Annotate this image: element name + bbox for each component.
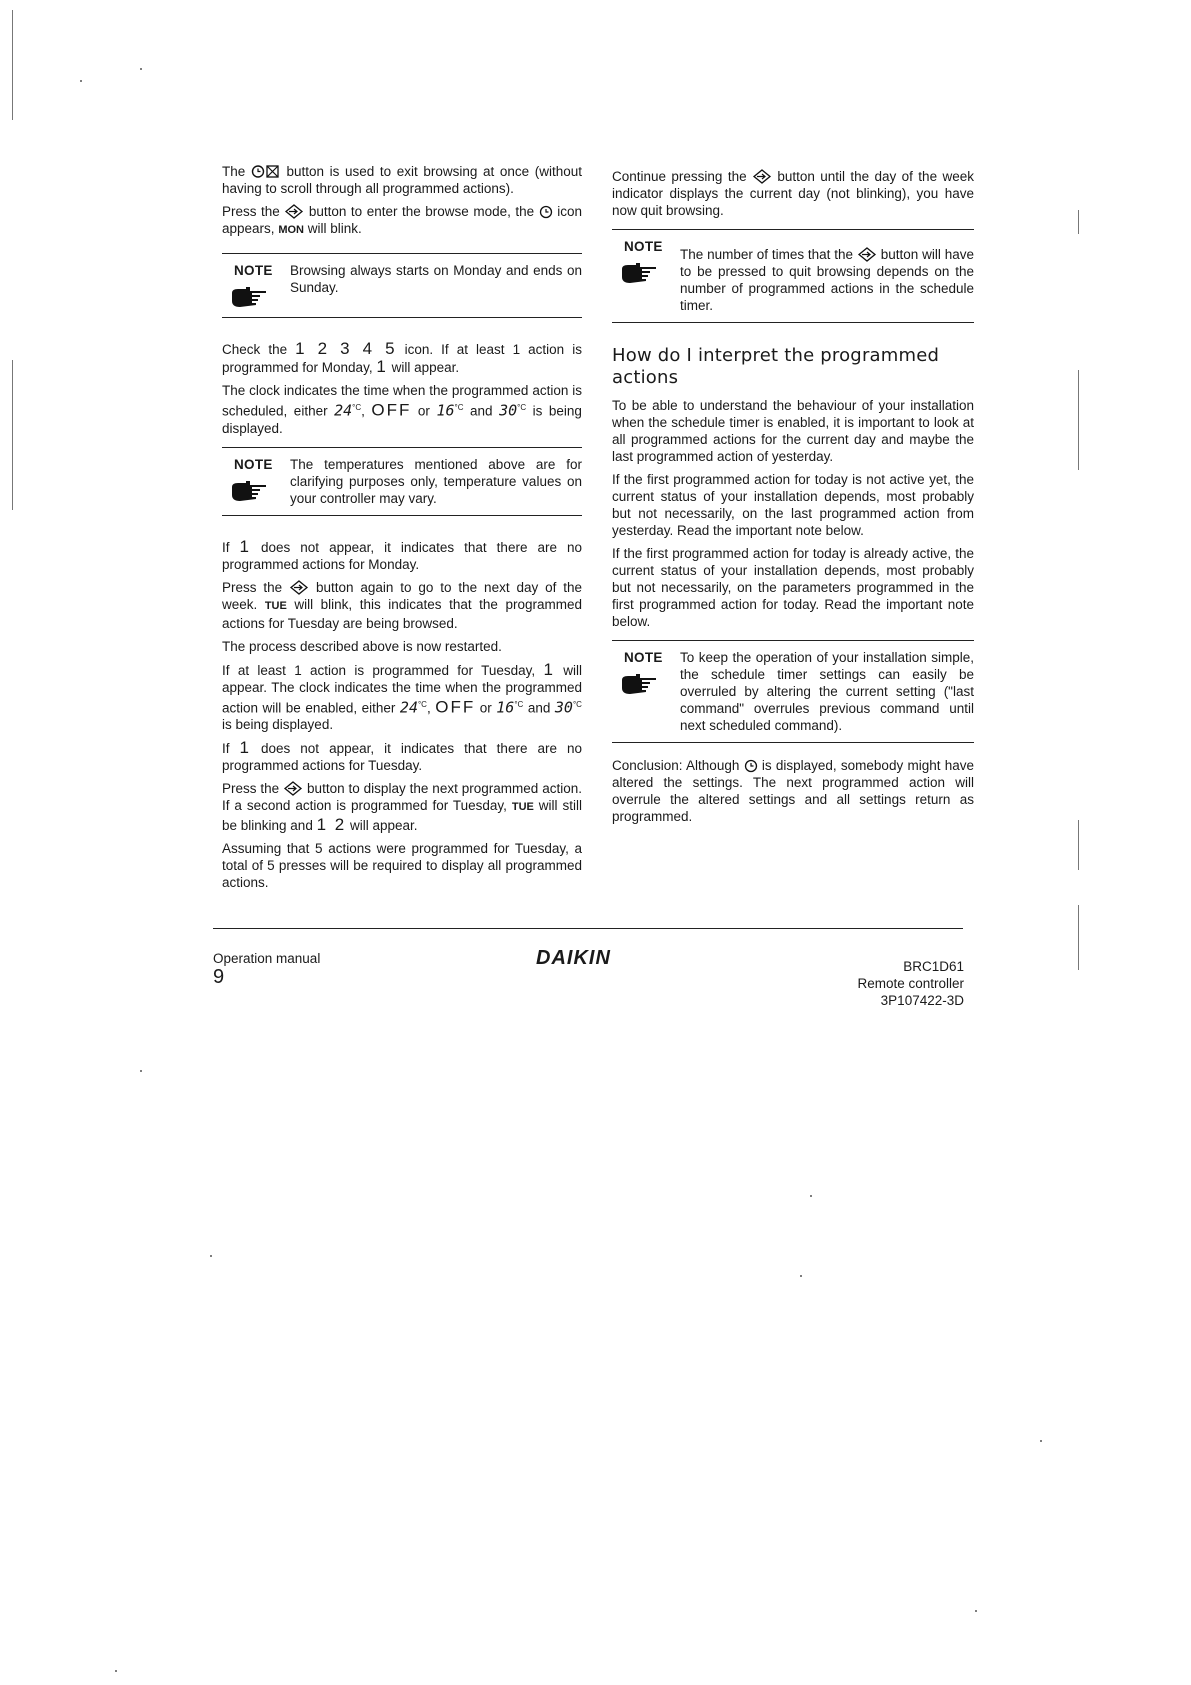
note-text: To keep the operation of your installation simple, the schedule timer settings can easily be overruled by altering the current setting ("last command" overrules previous command until next scheduled command). bbox=[680, 650, 974, 733]
note-label: NOTE bbox=[234, 456, 273, 472]
temp-display-30: 30 bbox=[499, 401, 518, 420]
scan-edge-line bbox=[1078, 370, 1079, 470]
paragraph-restarted: The process described above is now restarted. bbox=[222, 638, 502, 654]
scan-edge-line bbox=[12, 360, 13, 510]
paragraph-already-active: If the first programmed action for today is already active, the current status of your installation depends, most probably but not necessarily, on the parameters programmed in the first programmed action for today. Read the important note below. bbox=[612, 546, 974, 629]
temp-display-24: 24 bbox=[334, 401, 353, 420]
pointing-hand-icon bbox=[620, 261, 664, 285]
browse-arrow-icon bbox=[289, 580, 309, 595]
paragraph-continue-pressing: Continue pressing the button until the day of the week indicator displays the current day (not blinking), you have now quit browsing. bbox=[612, 169, 974, 218]
note-temperatures bbox=[222, 447, 582, 516]
note-text: Browsing always starts on Monday and ends on Sunday. bbox=[290, 263, 582, 295]
paragraph-enter-browse: Press the button to enter the browse mode, the icon appears, MON will blink. bbox=[222, 204, 582, 236]
note-overrule bbox=[612, 640, 974, 743]
paragraph-not-active: If the first programmed action for today is not active yet, the current status of your installation depends, most probably but not necessarily, on the last programmed action from yesterday. Read the important note below. bbox=[612, 472, 974, 538]
paragraph-tuesday: If at least 1 action is programmed for Tuesday, 1 will appear. The clock indicates the time when the programmed action will be enabled, either $24^{^\circ C}$, OFF or $16^{^\circ C}$ and $30^{^\circ C}$ is being displayed. bbox=[222, 659, 582, 732]
browse-arrow-icon bbox=[284, 204, 304, 219]
brand-logo: DAIKIN bbox=[536, 947, 611, 969]
footer-divider bbox=[213, 928, 963, 929]
note-label: NOTE bbox=[624, 650, 663, 665]
scan-speck bbox=[80, 80, 82, 82]
product-name: Remote controller bbox=[857, 976, 964, 991]
paragraph-no-tuesday: If 1 does not appear, it indicates that there are no programmed actions for Tuesday. bbox=[222, 738, 582, 773]
scan-edge-line bbox=[12, 10, 13, 120]
paragraph-assuming: Assuming that 5 actions were programmed for Tuesday, a total of 5 presses will be required to display all programmed actions. bbox=[222, 841, 582, 890]
browse-arrow-icon bbox=[857, 247, 877, 262]
scan-speck bbox=[800, 1275, 802, 1277]
paragraph-next-day: Press the button again to go to the next day of the week. TUE will blink, this indicates that the programmed actions for Tuesday are being browsed. bbox=[222, 579, 582, 631]
model-number: BRC1D61 bbox=[903, 959, 964, 974]
paragraph-understand: To be able to understand the behaviour of your installation when the schedule timer is enabled, it is important to look at all programmed actions for the current day and maybe the last programmed action of yesterday. bbox=[612, 398, 974, 464]
paragraph-exit-browsing: The button is used to exit browsing at once (without having to scroll through all programmed actions). bbox=[222, 164, 582, 196]
scan-speck bbox=[1040, 1440, 1042, 1442]
right-column bbox=[612, 168, 974, 831]
scan-speck bbox=[975, 1610, 977, 1612]
tue-indicator: TUE bbox=[264, 599, 287, 612]
note-label: NOTE bbox=[234, 263, 273, 278]
paragraph-next-action: Press the button to display the next programmed action. If a second action is programmed for Tuesday, TUE will still be blinking and 1 2 will appear. bbox=[222, 781, 582, 834]
note-text: The temperatures mentioned above are for clarifying purposes only, temperature values on your controller may vary. bbox=[290, 456, 582, 506]
browse-arrow-icon bbox=[283, 781, 303, 796]
scan-edge-line bbox=[1078, 905, 1079, 970]
scan-speck bbox=[810, 1195, 812, 1197]
scan-speck bbox=[115, 1670, 117, 1672]
pointing-hand-icon bbox=[620, 672, 664, 696]
clock-cancel-icon bbox=[251, 164, 281, 179]
clock-icon bbox=[744, 759, 758, 773]
scan-edge-line bbox=[1078, 210, 1079, 234]
note-text: The number of times that the button will have to be pressed to quit browsing depends on the number of programmed actions in the schedule timer. bbox=[680, 247, 974, 313]
temp-display-16: 16 bbox=[436, 401, 455, 420]
pointing-hand-icon bbox=[230, 285, 274, 309]
day-numbers: 1 2 3 4 5 bbox=[295, 339, 397, 358]
page-number: 9 bbox=[213, 966, 225, 988]
note-browsing bbox=[222, 253, 582, 318]
browse-arrow-icon bbox=[752, 169, 772, 184]
mon-indicator: MON bbox=[278, 224, 304, 236]
note-quit-browsing bbox=[612, 229, 974, 323]
left-column bbox=[222, 163, 582, 897]
clock-icon bbox=[539, 205, 553, 219]
scan-speck bbox=[140, 1070, 142, 1072]
paragraph-check-days: Check the 1 2 3 4 5 icon. If at least 1 action is programmed for Monday, 1 will appear. bbox=[222, 339, 582, 376]
section-heading: How do I interpret the programmed actions bbox=[612, 345, 940, 388]
paragraph-clock-indicates: The clock indicates the time when the programmed action is scheduled, either $24^{^\circ C}$, OFF or $16^{^\circ C}$ and $30^{^\circ C}$ is being displayed. bbox=[222, 383, 582, 436]
scan-speck bbox=[210, 1255, 212, 1257]
paragraph-conclusion: Conclusion: Although is displayed, somebody might have altered the settings. The next programmed action will overrule the altered settings and all settings return as programmed. bbox=[612, 758, 974, 824]
scan-speck bbox=[140, 68, 142, 70]
paragraph-no-monday: If 1 does not appear, it indicates that there are no programmed actions for Monday. bbox=[222, 536, 582, 572]
footer-manual-label: Operation manual bbox=[213, 951, 321, 966]
note-label: NOTE bbox=[624, 239, 663, 254]
scan-edge-line bbox=[1078, 820, 1079, 870]
document-code: 3P107422-3D bbox=[880, 993, 964, 1008]
footer-product-info bbox=[857, 958, 964, 1009]
pointing-hand-icon bbox=[230, 479, 274, 503]
